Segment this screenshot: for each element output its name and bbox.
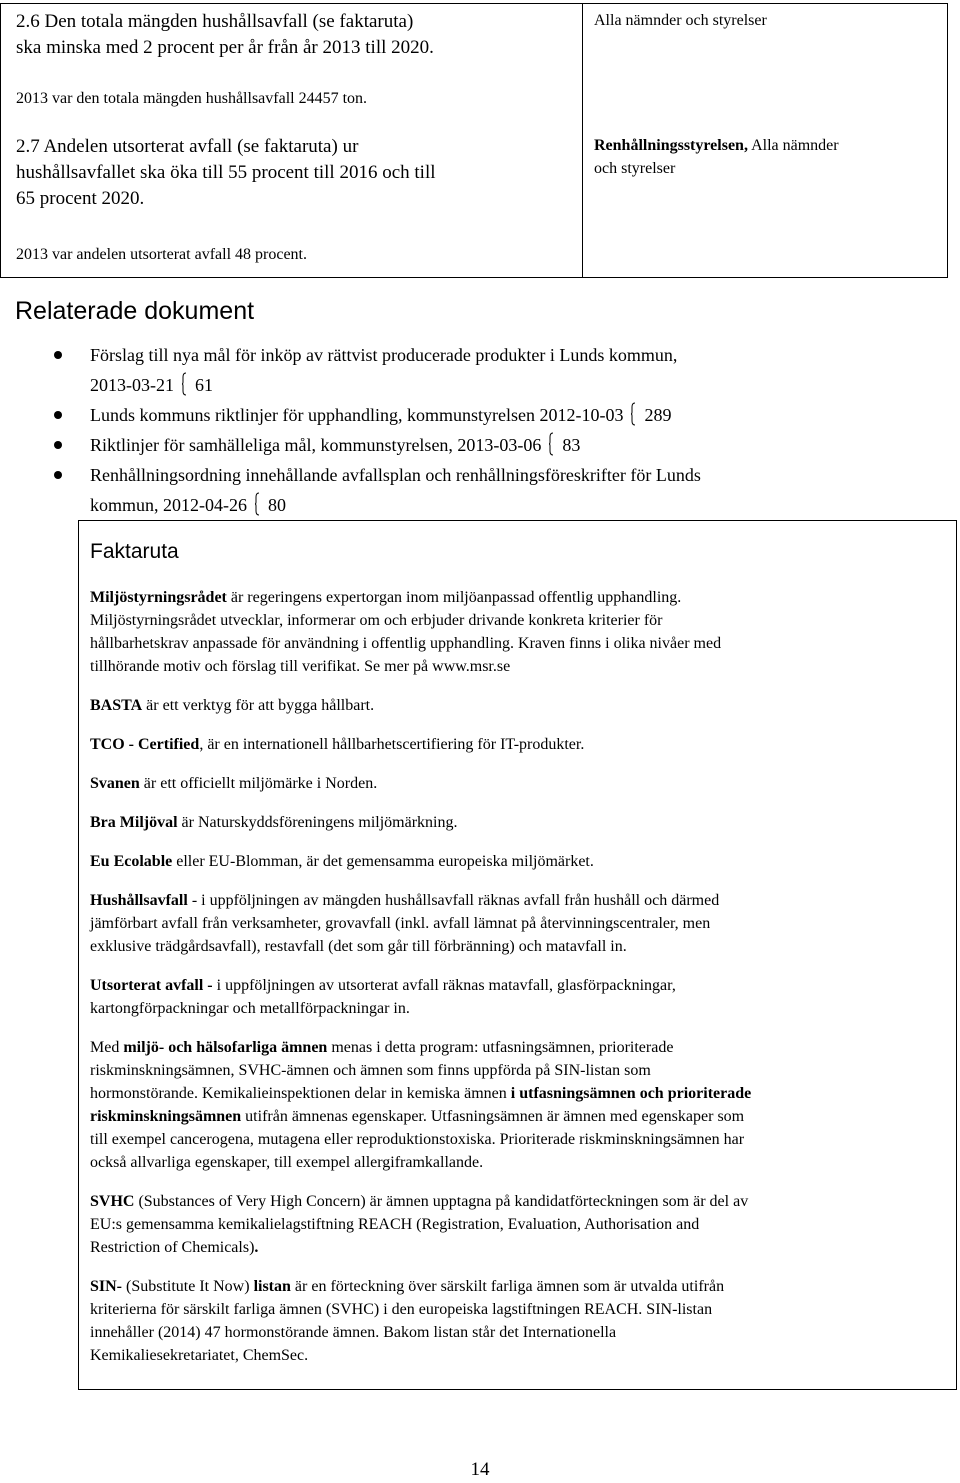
faktaruta-body [90, 586, 920, 1383]
halsofarliga-paragraph: Med miljö- och hälsofarliga ämnen menas i detta program: utfasningsämnen, prioriterade riskminskningsämnen, SVHC-ämnen och ämnen som finns uppförda på SIN-listan som hormonstörande. Kemikalieinspektionen delar in kemiska ämnen i utfasningsämnen och prioriterade riskminskningsämnen utifrån ämnenas egenskaper. Utfasningsämnen är ämnen med egenskaper som till exempel cancerogena, mutagena eller reproduktionstoxiska. Prioriterade riskminskningsämnen har också allvarliga egenskaper, till exempel allergiframkallande. [90, 1039, 752, 1171]
hushallsavfall-paragraph: Hushållsavfall - i uppföljningen av mängden hushållsavfall räknas avfall från hushåll och därmed jämförbart avfall från verksamheter, grovavfall (inkl. avfall lämnat på återvinningscentraler, men exklusive trädgårdsavfall), restavfall (det som går till förbränning) och matavfall in. [90, 892, 720, 955]
goal-2-6-text: 2.6 Den totala mängden hushållsavfall (se faktaruta) ska minska med 2 procent per år från år 2013 till 2020. [16, 11, 434, 58]
table-divider [582, 4, 583, 277]
related-documents-list [50, 340, 930, 520]
list-item: Förslag till nya mål för inköp av rättvist producerade produkter i Lunds kommun, 2013-03-21 61 [50, 340, 930, 400]
utsorterat-paragraph: Utsorterat avfall - i uppföljningen av utsorterat avfall räknas matavfall, glasförpackningar, kartongförpackningar och metallförpackningar in. [90, 977, 676, 1017]
svhc-paragraph: SVHC (Substances of Very High Concern) är ämnen upptagna på kandidatförteckningen som är del av EU:s gemensamma kemikalielagstiftning REACH (Registration, Evaluation, Authorisation and Restriction of Chemicals). [90, 1193, 749, 1256]
list-item: Lunds kommuns riktlinjer för upphandling, kommunstyrelsen 2012-10-03 289 [50, 400, 930, 430]
related-documents-title: Relaterade dokument [15, 297, 255, 325]
goal-2-7-text: 2.7 Andelen utsorterat avfall (se faktaruta) ur hushållsavfallet ska öka till 55 procent till 2016 och till 65 procent 2020. [16, 136, 436, 209]
page-number: 14 [470, 1459, 490, 1480]
faktaruta-box [78, 520, 957, 1390]
bullet-icon [54, 351, 62, 359]
list-item: Riktlinjer för samhälleliga mål, kommunstyrelsen, 2013-03-06 83 [50, 430, 930, 460]
bullet-icon [54, 411, 62, 419]
goal-2-7-responsible: Renhållningsstyrelsen, Alla nämnder och styrelser [594, 137, 839, 177]
brace-icon [549, 432, 555, 456]
goals-table [0, 3, 948, 278]
brace-icon [255, 492, 261, 516]
list-item: Renhållningsordning innehållande avfallsplan och renhållningsföreskrifter för Lunds kommun, 2012-04-26 80 [50, 460, 930, 520]
faktaruta-title: Faktaruta [90, 540, 179, 563]
ecolable-paragraph: Eu Ecolable eller EU-Blomman, är det gemensamma europeiska miljömärket. [90, 853, 594, 870]
bullet-icon [54, 471, 62, 479]
brace-icon [631, 402, 637, 426]
svanen-paragraph: Svanen är ett officiellt miljömärke i Norden. [90, 775, 378, 792]
tco-paragraph: TCO - Certified, är en internationell hållbarhetscertifiering för IT-produkter. [90, 736, 585, 753]
goal-2-6-responsible: Alla nämnder och styrelser [594, 12, 767, 29]
basta-paragraph: BASTA är ett verktyg för att bygga hållbart. [90, 697, 375, 714]
goal-2-7-status: 2013 var andelen utsorterat avfall 48 procent. [16, 246, 307, 263]
bullet-icon [54, 441, 62, 449]
sin-paragraph: SIN- (Substitute It Now) listan är en förteckning över särskilt farliga ämnen som är utvalda utifrån kriterierna för särskilt farliga ämnen (SVHC) i den europeiska lagstiftningen REACH. SIN-listan innehåller (2014) 47 hormonstörande ämnen. Bakom listan står det Internationella Kemikaliesekretariatet, ChemSec. [90, 1278, 725, 1364]
goal-2-6-status: 2013 var den totala mängden hushållsavfall 24457 ton. [16, 90, 368, 107]
msr-paragraph: Miljöstyrningsrådet är regeringens expertorgan inom miljöanpassad offentlig upphandling. Miljöstyrningsrådet utvecklar, informerar om och erbjuder drivande konkreta kriterier för hållbarhetskrav anpassade för användning i offentlig upphandling. Kraven finns i olika nivåer med tillhörande motiv och förslag till verifikat. Se mer på www.msr.se [90, 589, 722, 675]
brace-icon [182, 372, 188, 396]
bra-miljoval-paragraph: Bra Miljöval är Naturskyddsföreningens miljömärkning. [90, 814, 458, 831]
